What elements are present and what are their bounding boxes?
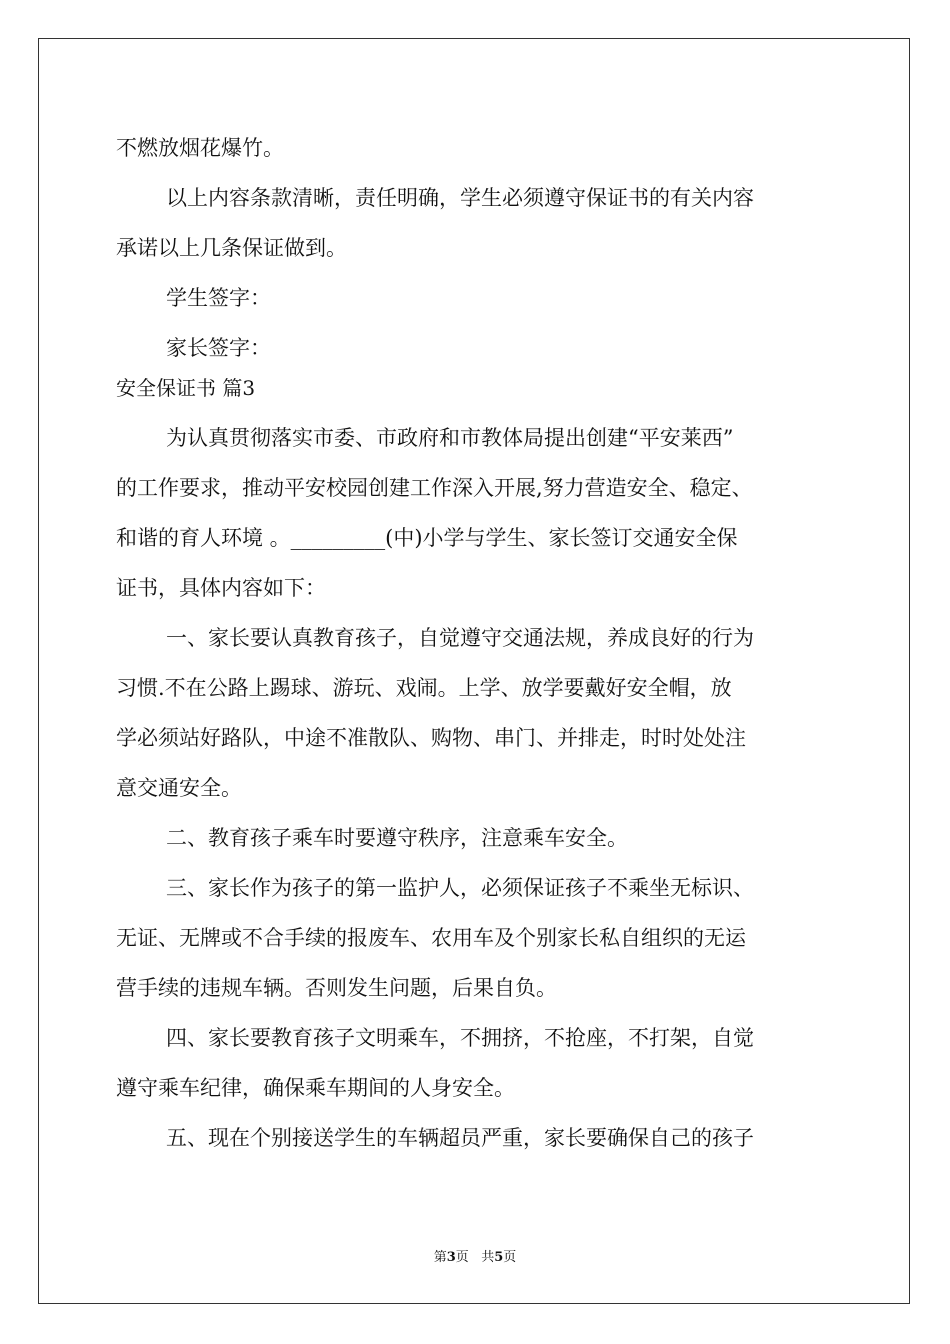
text-line: 学必须站好路队，中途不准散队、购物、串门、并排走，时时处处注 <box>116 726 746 750</box>
text-line: 以上内容条款清晰，责任明确，学生必须遵守保证书的有关内容 <box>166 186 754 210</box>
text-line: 三、家长作为孩子的第一监护人，必须保证孩子不乘坐无标识、 <box>166 876 754 900</box>
page-number-footer <box>0 1246 950 1265</box>
text-line: 四、家长要教育孩子文明乘车，不拥挤，不抢座，不打架，自觉 <box>166 1026 754 1050</box>
text-line: 遵守乘车纪律，确保乘车期间的人身安全。 <box>116 1076 515 1100</box>
section-heading: 安全保证书 篇3 <box>116 376 256 400</box>
text-line: 一、家长要认真教育孩子，自觉遵守交通法规，养成良好的行为 <box>166 626 754 650</box>
parent-signature-label: 家长签字： <box>166 336 271 360</box>
page-prefix: 第 <box>433 1250 447 1265</box>
text-line: 二、教育孩子乘车时要遵守秩序，注意乘车安全。 <box>166 826 628 850</box>
text-line: 承诺以上几条保证做到。 <box>116 236 347 260</box>
text-line: 的工作要求，推动平安校园创建工作深入开展,努力营造安全、稳定、 <box>116 476 753 500</box>
total-page-number: 5 <box>494 1250 504 1265</box>
student-signature-label: 学生签字： <box>166 286 271 310</box>
text-line: 意交通安全。 <box>116 776 242 800</box>
document-body <box>116 128 836 1168</box>
text-line: 不燃放烟花爆竹。 <box>116 136 284 160</box>
page-middle: 页 共 <box>455 1250 495 1265</box>
text-line: 证书，具体内容如下： <box>116 576 326 600</box>
text-line: 习惯.不在公路上踢球、游玩、戏闹。上学、放学要戴好安全帽，放 <box>116 676 732 700</box>
text-line: 营手续的违规车辆。否则发生问题，后果自负。 <box>116 976 557 1000</box>
current-page-number: 3 <box>446 1250 456 1265</box>
text-line: 五、现在个别接送学生的车辆超员严重，家长要确保自己的孩子 <box>166 1126 754 1150</box>
page-suffix: 页 <box>503 1250 517 1265</box>
text-line: 无证、无牌或不合手续的报废车、农用车及个别家长私自组织的无运 <box>116 926 746 950</box>
text-line: 为认真贯彻落实市委、市政府和市教体局提出创建“平安莱西” <box>166 426 734 450</box>
text-line: 和谐的育人环境 。_________(中)小学与学生、家长签订交通安全保 <box>116 526 738 550</box>
